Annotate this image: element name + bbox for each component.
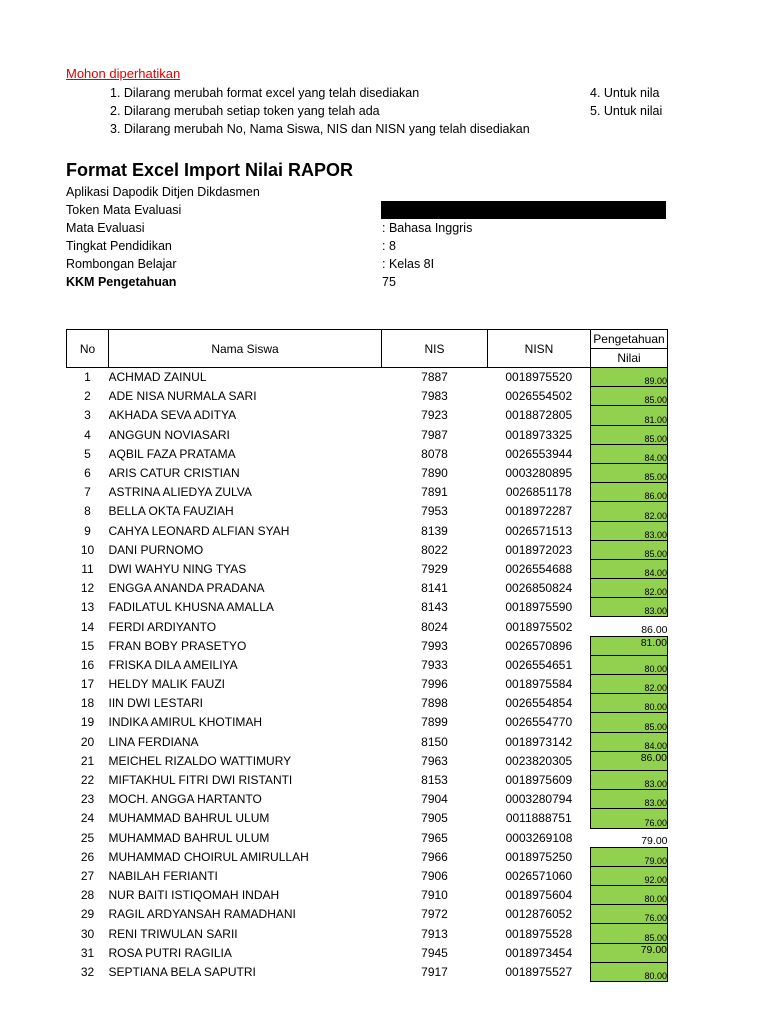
student-grade[interactable]: 89.00 xyxy=(591,368,668,387)
student-nisn: 0018975604 xyxy=(505,888,573,903)
student-nisn: 0012876052 xyxy=(505,907,573,922)
row-number: 28 xyxy=(80,888,95,903)
student-nisn: 0018973142 xyxy=(505,734,573,749)
student-nisn: 0018972023 xyxy=(505,542,573,557)
class-group-value: : Kelas 8I xyxy=(382,257,435,271)
student-grade[interactable]: 85.00 xyxy=(591,425,668,444)
table-row xyxy=(67,444,668,463)
app-name: Aplikasi Dapodik Ditjen Dikdasmen xyxy=(66,185,260,199)
row-number: 15 xyxy=(80,638,95,653)
table-row xyxy=(67,943,668,962)
student-grade[interactable]: 86.00 xyxy=(641,623,668,636)
student-nis: 7966 xyxy=(421,849,448,864)
student-nisn: 0026554651 xyxy=(505,657,573,672)
student-grade[interactable]: 84.00 xyxy=(591,444,668,463)
row-number: 2 xyxy=(84,389,91,404)
header-nisn: NISN xyxy=(488,330,591,368)
student-nisn: 0018972287 xyxy=(505,504,573,519)
student-name: MEICHEL RIZALDO WATTIMURY xyxy=(108,753,292,768)
student-nis: 7904 xyxy=(421,792,448,807)
student-nisn: 0026553944 xyxy=(505,446,573,461)
student-nisn: 0003280794 xyxy=(505,792,573,807)
student-nis: 7917 xyxy=(421,964,448,979)
student-nisn: 0026571060 xyxy=(505,868,573,883)
student-grade[interactable]: 84.00 xyxy=(591,559,668,578)
student-nisn: 0026570896 xyxy=(505,638,573,653)
student-nisn: 0018973325 xyxy=(505,427,573,442)
notice-line-2: 2. Dilarang merubah setiap token yang telah ada xyxy=(110,104,380,118)
kkm-value: 75 xyxy=(382,275,396,289)
table-row xyxy=(67,425,668,444)
student-grade[interactable]: 83.00 xyxy=(591,790,668,809)
student-grade[interactable]: 83.00 xyxy=(591,598,668,617)
student-nis: 8024 xyxy=(421,619,448,634)
student-nis: 7906 xyxy=(421,868,448,883)
student-nis: 7913 xyxy=(421,926,448,941)
student-nis: 7923 xyxy=(421,408,448,423)
student-name: ENGGA ANANDA PRADANA xyxy=(108,581,265,596)
row-number: 1 xyxy=(84,370,91,385)
table-row xyxy=(67,751,668,770)
grades-table xyxy=(66,329,668,982)
table-row xyxy=(67,713,668,732)
student-nis: 7910 xyxy=(421,888,448,903)
student-name: NUR BAITI ISTIQOMAH INDAH xyxy=(108,888,280,903)
table-row xyxy=(67,579,668,598)
student-nisn: 0003280895 xyxy=(505,466,573,481)
student-nis: 7996 xyxy=(421,677,448,692)
notice-line-1: 1. Dilarang merubah format excel yang telah disediakan xyxy=(110,86,420,100)
row-number: 24 xyxy=(80,811,95,826)
row-number: 22 xyxy=(80,773,95,788)
student-nis: 8141 xyxy=(421,581,448,596)
student-grade[interactable]: 79.00 xyxy=(641,834,668,847)
table-row xyxy=(67,387,668,406)
table-row xyxy=(67,463,668,482)
header-name: Nama Siswa xyxy=(109,330,382,368)
table-row xyxy=(67,559,668,578)
student-grade[interactable]: 86.00 xyxy=(591,751,668,770)
student-grade[interactable]: 76.00 xyxy=(591,809,668,828)
student-name: ANGGUN NOVIASARI xyxy=(108,427,230,442)
token-value-redacted xyxy=(381,201,666,219)
student-name: ADE NISA NURMALA SARI xyxy=(108,389,257,404)
row-number: 27 xyxy=(80,868,95,883)
student-name: ROSA PUTRI RAGILIA xyxy=(108,945,232,960)
student-nisn: 0026554688 xyxy=(505,561,573,576)
student-nis: 8150 xyxy=(421,734,448,749)
student-nisn: 0026851178 xyxy=(505,485,572,500)
student-grade[interactable]: 86.00 xyxy=(591,483,668,502)
student-name: INDIKA AMIRUL KHOTIMAH xyxy=(108,715,263,730)
student-name: ASTRINA ALIEDYA ZULVA xyxy=(108,485,252,500)
student-grade[interactable]: 76.00 xyxy=(591,905,668,924)
student-name: ARIS CATUR CRISTIAN xyxy=(108,466,240,481)
row-number: 13 xyxy=(80,600,95,615)
student-grade[interactable]: 82.00 xyxy=(591,502,668,521)
student-grade[interactable]: 80.00 xyxy=(591,962,668,981)
table-row xyxy=(67,636,668,655)
table-row xyxy=(67,886,668,905)
row-number: 7 xyxy=(84,485,91,500)
row-number: 30 xyxy=(80,926,95,941)
document-title: Format Excel Import Nilai RAPOR xyxy=(66,160,354,180)
student-nis: 7993 xyxy=(421,638,448,653)
student-name: MUHAMMAD BAHRUL ULUM xyxy=(108,811,270,826)
student-nis: 8022 xyxy=(421,542,448,557)
grade-level-label: Tingkat Pendidikan xyxy=(66,239,172,253)
student-nis: 7983 xyxy=(421,389,448,404)
student-nisn: 0018975502 xyxy=(505,619,573,634)
student-name: DANI PURNOMO xyxy=(108,542,204,557)
table-row xyxy=(67,655,668,674)
student-nisn: 0023820305 xyxy=(505,753,573,768)
student-grade[interactable]: 85.00 xyxy=(591,924,668,943)
student-nis: 7945 xyxy=(421,945,448,960)
student-nisn: 0026850824 xyxy=(505,581,573,596)
student-nisn: 0026554770 xyxy=(505,715,573,730)
student-nisn: 0018975590 xyxy=(505,600,573,615)
table-row xyxy=(67,866,668,885)
student-nisn: 0018975527 xyxy=(505,964,573,979)
row-number: 5 xyxy=(84,446,91,461)
row-number: 26 xyxy=(80,849,95,864)
student-name: RAGIL ARDYANSAH RAMADHANI xyxy=(108,907,296,922)
table-row xyxy=(67,828,668,847)
notice-line-3: 3. Dilarang merubah No, Nama Siswa, NIS dan NISN yang telah disediakan xyxy=(110,122,530,136)
student-nisn: 0018975250 xyxy=(505,849,573,864)
row-number: 29 xyxy=(80,907,95,922)
table-row xyxy=(67,617,668,636)
student-nis: 7890 xyxy=(421,466,448,481)
student-name: AQBIL FAZA PRATAMA xyxy=(108,446,236,461)
student-nis: 7972 xyxy=(421,907,448,922)
header-pengetahuan: Pengetahuan xyxy=(591,330,668,349)
student-nisn: 0003269108 xyxy=(505,830,573,845)
table-row xyxy=(67,962,668,981)
table-row xyxy=(67,732,668,751)
header-nis: NIS xyxy=(382,330,488,368)
student-nis: 7963 xyxy=(421,753,448,768)
table-row xyxy=(67,598,668,617)
row-number: 21 xyxy=(80,753,95,768)
grade-level-value: : 8 xyxy=(382,239,396,253)
table-row xyxy=(67,368,668,387)
student-nis: 8143 xyxy=(421,600,448,615)
subject-label: Mata Evaluasi xyxy=(66,221,145,235)
student-grade[interactable]: 79.00 xyxy=(591,943,668,962)
table-row xyxy=(67,924,668,943)
row-number: 10 xyxy=(80,542,95,557)
student-grade[interactable]: 81.00 xyxy=(591,636,668,655)
table-row xyxy=(67,905,668,924)
student-grade[interactable]: 83.00 xyxy=(591,770,668,789)
student-grade[interactable]: 85.00 xyxy=(591,387,668,406)
student-grade[interactable]: 80.00 xyxy=(591,694,668,713)
student-grade[interactable]: 85.00 xyxy=(591,713,668,732)
student-name: FRAN BOBY PRASETYO xyxy=(108,638,247,653)
student-grade[interactable]: 84.00 xyxy=(591,732,668,751)
student-nis: 7891 xyxy=(421,485,448,500)
subject-value: : Bahasa Inggris xyxy=(382,221,473,235)
row-number: 6 xyxy=(84,466,91,481)
student-nisn: 0018975584 xyxy=(505,677,573,692)
student-name: FERDI ARDIYANTO xyxy=(108,619,217,634)
student-nis: 7887 xyxy=(421,370,448,385)
student-grade[interactable]: 79.00 xyxy=(591,847,668,866)
student-name: BELLA OKTA FAUZIAH xyxy=(108,504,234,519)
table-row xyxy=(67,770,668,789)
student-nisn: 0026554854 xyxy=(505,696,573,711)
table-row xyxy=(67,790,668,809)
student-name: AKHADA SEVA ADITYA xyxy=(108,408,237,423)
student-grade[interactable]: 82.00 xyxy=(591,579,668,598)
table-row xyxy=(67,540,668,559)
student-nisn: 0026571513 xyxy=(505,523,573,538)
student-nisn: 0011888751 xyxy=(505,811,572,826)
student-nis: 7898 xyxy=(421,696,448,711)
student-name: MUHAMMAD CHOIRUL AMIRULLAH xyxy=(108,849,309,864)
student-name: IIN DWI LESTARI xyxy=(108,696,203,711)
student-grade[interactable]: 92.00 xyxy=(591,866,668,885)
row-number: 12 xyxy=(80,581,95,596)
student-name: CAHYA LEONARD ALFIAN SYAH xyxy=(108,523,290,538)
table-row xyxy=(67,502,668,521)
student-grade[interactable]: 82.00 xyxy=(591,675,668,694)
row-number: 9 xyxy=(84,523,91,538)
token-label: Token Mata Evaluasi xyxy=(66,203,182,217)
student-name: FRISKA DILA AMEILIYA xyxy=(108,657,238,672)
student-name: DWI WAHYU NING TYAS xyxy=(108,561,247,576)
student-nis: 7929 xyxy=(421,561,448,576)
notice-line-4: 4. Untuk nila xyxy=(590,86,660,100)
student-nis: 8153 xyxy=(421,773,448,788)
row-number: 18 xyxy=(80,696,95,711)
student-nis: 7933 xyxy=(421,657,448,672)
student-name: SEPTIANA BELA SAPUTRI xyxy=(108,964,256,979)
student-name: NABILAH FERIANTI xyxy=(108,868,218,883)
table-row xyxy=(67,847,668,866)
student-name: MIFTAKHUL FITRI DWI RISTANTI xyxy=(108,773,293,788)
student-nisn: 0026554502 xyxy=(505,389,573,404)
student-name: ACHMAD ZAINUL xyxy=(108,370,207,385)
student-nis: 7953 xyxy=(421,504,448,519)
student-nisn: 0018975520 xyxy=(505,370,573,385)
row-number: 19 xyxy=(80,715,95,730)
student-grade[interactable]: 85.00 xyxy=(591,463,668,482)
student-grade[interactable]: 83.00 xyxy=(591,521,668,540)
student-nis: 7899 xyxy=(421,715,448,730)
notice-line-5: 5. Untuk nilai xyxy=(590,104,663,118)
table-row xyxy=(67,675,668,694)
student-grade[interactable]: 80.00 xyxy=(591,655,668,674)
student-nisn: 0018872805 xyxy=(505,408,573,423)
student-name: FADILATUL KHUSNA AMALLA xyxy=(108,600,274,615)
student-nis: 8078 xyxy=(421,446,448,461)
class-group-label: Rombongan Belajar xyxy=(66,257,177,271)
row-number: 4 xyxy=(84,427,91,442)
row-number: 14 xyxy=(80,619,95,634)
student-name: MUHAMMAD BAHRUL ULUM xyxy=(108,830,270,845)
student-nis: 8139 xyxy=(421,523,448,538)
kkm-label: KKM Pengetahuan xyxy=(66,275,177,289)
table-row xyxy=(67,483,668,502)
row-number: 32 xyxy=(80,964,95,979)
row-number: 31 xyxy=(80,945,95,960)
row-number: 8 xyxy=(84,504,91,519)
student-nis: 7965 xyxy=(421,830,448,845)
header-no: No xyxy=(67,330,109,368)
student-nisn: 0018975609 xyxy=(505,773,573,788)
row-number: 20 xyxy=(80,734,95,749)
header-nilai: Nilai xyxy=(591,349,668,368)
student-name: LINA FERDIANA xyxy=(108,734,199,749)
student-nis: 7905 xyxy=(421,811,448,826)
table-row xyxy=(67,406,668,425)
student-grade[interactable]: 80.00 xyxy=(591,886,668,905)
student-grade[interactable]: 81.00 xyxy=(591,406,668,425)
row-number: 3 xyxy=(84,408,91,423)
row-number: 25 xyxy=(80,830,95,845)
student-nisn: 0018973454 xyxy=(505,945,573,960)
student-name: RENI TRIWULAN SARII xyxy=(108,926,238,941)
student-grade[interactable]: 85.00 xyxy=(591,540,668,559)
notice-title: Mohon diperhatikan xyxy=(66,66,181,81)
student-nis: 7987 xyxy=(421,427,448,442)
row-number: 17 xyxy=(80,677,95,692)
row-number: 11 xyxy=(81,561,94,576)
table-row xyxy=(67,809,668,828)
table-row xyxy=(67,521,668,540)
student-name: HELDY MALIK FAUZI xyxy=(108,677,225,692)
row-number: 23 xyxy=(80,792,95,807)
row-number: 16 xyxy=(80,657,95,672)
table-row xyxy=(67,694,668,713)
student-nisn: 0018975528 xyxy=(505,926,573,941)
student-name: MOCH. ANGGA HARTANTO xyxy=(108,792,262,807)
